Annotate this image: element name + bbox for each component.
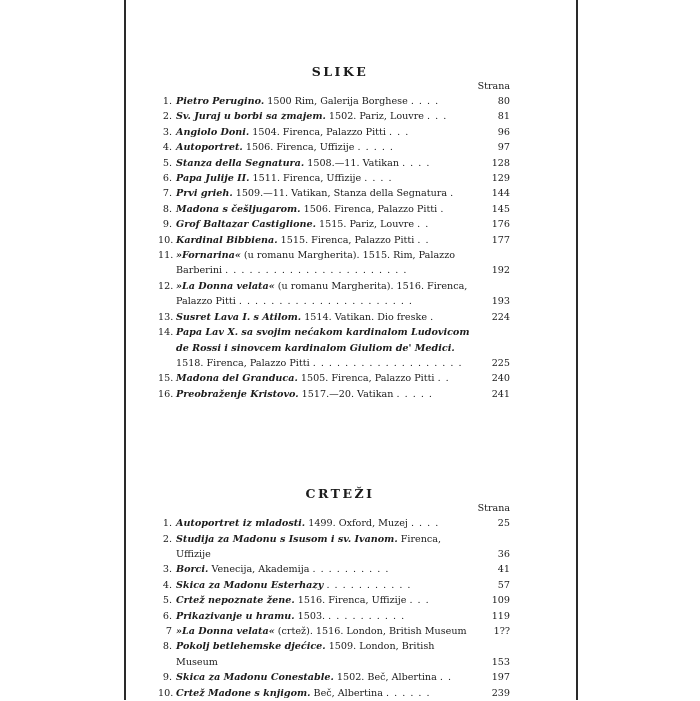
entry-title: »La Donna velata« xyxy=(176,280,275,292)
dot-leader: . . . . xyxy=(410,518,440,530)
list-item xyxy=(158,516,510,531)
entry-title: Crtež Madone s knjigom. xyxy=(176,687,311,699)
dot-leader: . . . . . . . . . . xyxy=(328,610,406,622)
entry-page-number: 240 xyxy=(491,373,510,385)
entry-details: 1515. Firenca, Palazzo Pitti xyxy=(280,234,415,246)
list-item xyxy=(158,532,510,563)
section-spacer xyxy=(158,402,510,486)
entry-details: (u romanu Margherita). 1515. Rim, Palazzo Barberini xyxy=(176,250,456,277)
dot-leader: . . xyxy=(417,219,430,231)
dot-leader: . . xyxy=(439,672,453,684)
entry-title: Skica za Madonu Esterhazy xyxy=(176,579,324,591)
list-item xyxy=(158,639,510,670)
entry-title: »Fornarina« xyxy=(176,250,241,262)
list-item xyxy=(158,186,510,201)
list-item xyxy=(158,593,510,608)
entry-details: 1499. Oxford, Muzej xyxy=(308,518,408,530)
entry-title: »La Donna velata« xyxy=(176,625,275,637)
list-item xyxy=(158,670,510,685)
list-item xyxy=(158,125,510,140)
entry-details: (u romanu Margherita). 1516. Firenca, Palazzo Pitti xyxy=(176,280,468,308)
list-item xyxy=(158,202,510,217)
list-item xyxy=(158,387,510,402)
list-item xyxy=(158,609,510,624)
entry-number: 5. xyxy=(162,595,172,607)
entry-number: 11. xyxy=(158,250,174,262)
slike-list xyxy=(158,94,510,402)
entry-number: 5. xyxy=(162,157,172,169)
entry-details: Venecija, Akademija xyxy=(211,564,310,576)
list-item xyxy=(158,233,510,248)
list-item xyxy=(158,371,510,386)
list-item xyxy=(158,325,510,371)
dot-leader: . . . . . . xyxy=(386,687,431,699)
entry-details: Firenca, Uffizije xyxy=(176,533,442,560)
dot-leader: . . . xyxy=(389,126,410,138)
list-item xyxy=(158,248,510,279)
entry-page-number: 177 xyxy=(491,234,510,246)
dot-leader: . . . . . . . . . . xyxy=(312,564,390,576)
crtezi-list xyxy=(158,516,510,701)
dot-leader: . . . . . xyxy=(357,142,394,154)
entry-number: 6. xyxy=(162,610,172,622)
entry-title: Prvi grieh. xyxy=(176,188,233,200)
entry-number: 4. xyxy=(162,142,172,154)
entry-title: Sv. Juraj u borbi sa zmajem. xyxy=(176,111,326,123)
entry-page-number: 36 xyxy=(497,548,510,560)
entry-page-number: 145 xyxy=(491,203,510,215)
entry-page-number: 80 xyxy=(497,96,510,107)
list-item xyxy=(158,171,510,186)
entry-title: Papa Lav X. sa svojim nećakom kardinalom Ludovicom de Rossi i sinovcem kardinalom Giuliom de' Medici. xyxy=(176,327,470,354)
entry-page-number: 25 xyxy=(497,518,510,530)
list-item xyxy=(158,140,510,155)
list-item xyxy=(158,686,510,701)
dot-leader: . xyxy=(440,203,445,215)
entry-page-number: 239 xyxy=(491,687,510,699)
entry-page-number: 144 xyxy=(491,188,510,200)
list-item xyxy=(158,624,510,639)
entry-details: 1502. Pariz, Louvre xyxy=(328,111,424,123)
list-item xyxy=(158,310,510,325)
entry-number: 1. xyxy=(162,96,172,107)
entry-title: Pokolj betlehemske djećice. xyxy=(176,641,326,653)
slike-page-column-label: Strana xyxy=(477,81,510,92)
entry-details: 1514. Vatikan. Dio freske xyxy=(304,311,428,323)
list-item xyxy=(158,94,510,109)
entry-details: (crtež). 1516. London, British Museum xyxy=(277,625,467,637)
entry-title: Grof Baltazar Castiglione. xyxy=(176,219,316,231)
entry-details: 1511. Firenca, Uffizije xyxy=(252,173,362,185)
entry-number: 10. xyxy=(158,687,174,699)
entry-page-number: 224 xyxy=(491,311,510,323)
entry-number: 8. xyxy=(162,203,172,215)
table-of-contents xyxy=(158,64,510,701)
entry-title: Stanza della Segnatura. xyxy=(176,157,305,169)
entry-title: Papa Julije II. xyxy=(176,173,250,185)
entry-page-number: 153 xyxy=(491,656,510,668)
entry-page-number: 119 xyxy=(491,610,510,622)
entry-details: 1506. Firenca, Palazzo Pitti xyxy=(303,203,438,215)
list-item xyxy=(158,109,510,124)
entry-title: Madona s češljugarom. xyxy=(176,203,301,215)
dot-leader: . . xyxy=(417,234,430,246)
entry-page-number: 109 xyxy=(491,595,510,607)
dot-leader: . . . xyxy=(427,111,448,123)
entry-number: 6. xyxy=(162,173,172,185)
list-item xyxy=(158,217,510,232)
entry-page-number: 129 xyxy=(491,173,510,185)
entry-details: Beč, Albertina xyxy=(313,687,383,699)
entry-details: 1505. Firenca, Palazzo Pitti xyxy=(300,373,435,385)
entry-title: Autoportret. xyxy=(176,142,243,154)
entry-number: 7 xyxy=(165,625,172,637)
entry-number: 14. xyxy=(158,327,174,339)
entry-page-number: 81 xyxy=(497,111,510,123)
dot-leader: . . . . xyxy=(364,173,393,185)
crtezi-page-column-label: Strana xyxy=(477,503,510,515)
slike-heading: SLIKE xyxy=(311,64,369,79)
entry-page-number: 193 xyxy=(491,296,510,308)
dot-leader: . xyxy=(430,311,435,323)
entry-number: 3. xyxy=(162,126,172,138)
dot-leader: . . . . . . . . . . . . . . . . . . . xyxy=(312,357,463,369)
entry-page-number: 96 xyxy=(497,126,510,138)
entry-title: Prikazivanje u hramu. xyxy=(176,610,295,622)
entry-number: 12. xyxy=(158,280,174,292)
entry-number: 9. xyxy=(162,672,172,684)
entry-title: Susret Lava I. s Atilom. xyxy=(176,311,302,323)
entry-details: 1515. Pariz, Louvre xyxy=(319,219,415,231)
entry-number: 16. xyxy=(158,388,174,400)
entry-title: Autoportret iz mladosti. xyxy=(176,518,306,530)
entry-title: Preobraženje Kristovo. xyxy=(176,388,299,400)
dot-leader: . . . . . xyxy=(396,388,433,400)
dot-leader: . . . xyxy=(409,595,430,607)
entry-page-number: 176 xyxy=(491,219,510,231)
entry-number: 13. xyxy=(158,311,174,323)
entry-title: Borci. xyxy=(176,564,209,576)
entry-title: Kardinal Bibbiena. xyxy=(176,234,278,246)
entry-page-number: 197 xyxy=(491,672,510,684)
entry-title: Studija za Madonu s Isusom i sv. Ivanom. xyxy=(176,533,398,545)
entry-details: 1500 Rim, Galerija Borghese xyxy=(267,96,408,107)
dot-leader: . . . . xyxy=(402,157,431,169)
entry-page-number: 97 xyxy=(497,142,510,154)
entry-details: 1509. London, British Museum xyxy=(176,641,435,668)
entry-number: 8. xyxy=(162,641,172,653)
entry-page-number: 225 xyxy=(491,357,510,369)
entry-number: 2. xyxy=(162,533,172,545)
entry-details: 1509.—11. Vatikan, Stanza della Segnatura xyxy=(235,188,448,200)
entry-page-number: 1?? xyxy=(493,625,510,637)
entry-title: Skica za Madonu Conestable. xyxy=(176,672,334,684)
entry-details: 1506. Firenca, Uffizije xyxy=(245,142,355,154)
dot-leader: . . xyxy=(437,373,450,385)
entry-details: 1508.—11. Vatikan xyxy=(307,157,400,169)
list-item xyxy=(158,562,510,577)
entry-number: 15. xyxy=(158,373,174,385)
entry-details: 1503. xyxy=(297,610,326,622)
entry-details: 1502. Beč, Albertina xyxy=(336,672,437,684)
entry-number: 1. xyxy=(162,518,172,530)
dot-leader: . . . . . . . . . . . xyxy=(326,579,412,591)
entry-details: 1518. Firenca, Palazzo Pitti xyxy=(176,357,310,369)
entry-title: Pietro Perugino. xyxy=(176,96,265,107)
entry-page-number: 57 xyxy=(497,579,510,591)
crtezi-heading: CRTEŽI xyxy=(305,486,375,502)
entry-details: 1517.—20. Vatikan xyxy=(301,388,394,400)
entry-number: 4. xyxy=(162,579,172,591)
entry-details: 1516. Firenca, Uffizije xyxy=(297,595,407,607)
entry-title: Crtež nepoznate žene. xyxy=(176,595,295,607)
dot-leader: . . . . . . . . . . . . . . . . . . . . . . . xyxy=(225,265,408,277)
entry-page-number: 192 xyxy=(491,265,510,277)
list-item xyxy=(158,578,510,593)
entry-number: 2. xyxy=(162,111,172,123)
entry-page-number: 128 xyxy=(491,157,510,169)
entry-number: 3. xyxy=(162,564,172,576)
entry-details: 1504. Firenca, Palazzo Pitti xyxy=(252,126,386,138)
entry-number: 10. xyxy=(158,234,174,246)
entry-number: 9. xyxy=(162,219,172,231)
entry-title: Angiolo Doni. xyxy=(176,126,250,138)
entry-page-number: 241 xyxy=(491,388,510,400)
dot-leader: . . . . . . . . . . . . . . . . . . . . . . xyxy=(238,296,413,308)
entry-number: 7. xyxy=(162,188,172,200)
entry-title: Madona del Granduca. xyxy=(176,373,298,385)
list-item xyxy=(158,156,510,171)
dot-leader: . . . . xyxy=(410,96,440,107)
list-item xyxy=(158,279,510,310)
dot-leader: . xyxy=(450,188,455,200)
entry-page-number: 41 xyxy=(497,564,510,576)
